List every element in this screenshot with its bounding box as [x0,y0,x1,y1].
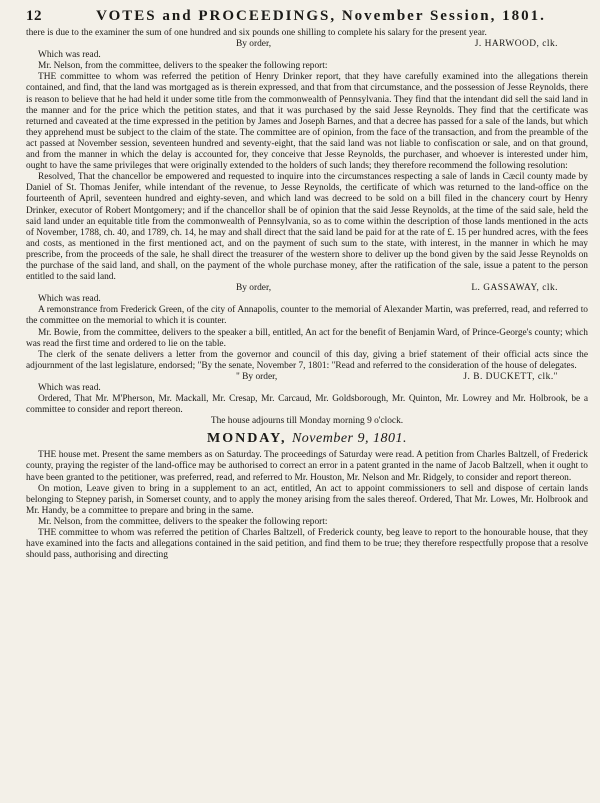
paragraph: Which was read. [38,294,101,305]
signature-block [26,372,588,383]
paragraph: The clerk of the senate delivers a letter from the governor and council of this day, giving a brief statement of their official acts since the adjournment of the last legislature, endorsed; "By the senate, November 7, 1801: "Read and referred to the consideration of the house of delegates. [26,349,588,371]
clerk-name: J. HARWOOD, clk. [474,39,558,50]
clerk-name: L. GASSAWAY, clk. [471,283,558,294]
paragraph: A remonstrance from Frederick Green, of the city of Annapolis, counter to the memorial of Alexander Martin, was preferred, read, and referred to the committee on the memorial to which it is counter. [26,305,588,327]
by-order-label: By order, [236,283,272,294]
paragraph: Mr. Nelson, from the committee, delivers to the speaker the following report: [38,516,328,527]
paragraph: Which was read. [38,383,101,393]
adjournment-line: The house adjourns till Monday morning 9 o'clock. [210,416,404,427]
day-heading [26,431,588,447]
page-number: 12 [26,8,42,24]
paragraph: Ordered, That Mr. M'Pherson, Mr. Mackall, Mr. Cresap, Mr. Carcaud, Mr. Goldsborough, Mr. Quinton, Mr. Lowrey and Mr. Holbrook, be a committee to consider and report thereon. [26,394,588,416]
day-name: MONDAY, [206,431,287,447]
signature-block [26,39,588,50]
clerk-name: J. B. DUCKETT, clk." [463,371,558,382]
by-order-label: " By order, [236,371,278,382]
paragraph: On motion, Leave given to bring in a supplement to an act, entitled, An act to appoint commissioners to sell and dispose of certain lands belonging to Stepney parish, in Somerset county, and to apply the money arising from the sales thereof. Ordered, That Mr. Lowes, Mr. Holbrook and Mr. Handy, be a committee to prepare and bring in the same. [26,483,588,516]
running-title: VOTES and PROCEEDINGS, November Session, 1801. [96,8,546,24]
by-order-label: By order, [236,39,272,50]
signature-block [26,283,588,294]
paragraph: Which was read. [38,50,101,61]
paragraph: Mr. Bowie, from the committee, delivers to the speaker a bill, entitled, An act for the benefit of Benjamin Ward, of Prince-George's county; which was read the first time and ordered to lie on the table. [26,327,588,349]
paragraph: THE committee to whom was referred the petition of Henry Drinker report, that they have carefully examined into the allegations therein contained, and find, that the land was mortgaged as is therein expressed, and that from that circumstance, and the possession of Jesse Reynolds, there is reason to believe that he had held it under some title from the commonwealth of Pennsylvania. They find that the intendant did sell the said land in the manner and for the price which the petition states, and that it was purchased by the said Jesse Reynolds. They find that the certificate was returned and caveated at the time expressed in the petition by James and Joseph Barnes, and that a decree has passed for a sale of the lands, but which they apprehend must be subject to the claim of the state. The committee are of opinion, from the face of the transaction, and from the preamble of the act passed at November session, seventeen hundred and seventy-eight, that the said land was not liable to confiscation or sale, and on that ground, and from the manner in which the delay is accounted for, they conceive that Jesse Reynolds, the purchaser, and whoever is interested under him, ought to have the same privileges that were originally extended to the holders of such lands; they therefore recommend the following resolution: [26,72,588,172]
paragraph: THE committee to whom was referred the petition of Charles Baltzell, of Frederick county, beg leave to report to the honourable house, that they have examined into the facts and allegations contained in the said petition, and find them to be true; they therefore respectfully propose that a resolve should pass, authorising and directing [26,528,588,561]
paragraph: there is due to the examiner the sum of one hundred and six pounds one shilling to complete his salary for the present year. [26,28,487,38]
paragraph: Mr. Nelson, from the committee, delivers to the speaker the following report: [38,61,328,72]
page-header [26,8,588,28]
paragraph: THE house met. Present the same members as on Saturday. The proceedings of Saturday were read. A petition from Charles Baltzell, of Frederick county, praying the register of the land-office may be authorised to correct an error in a patent granted in the name of Jacob Baltzell, when it ought to have been granted to the petitioner, was preferred, read, and referred to Mr. Houston, Mr. Nelson and Mr. Ridgely, to consider and report thereon. [26,450,588,483]
paragraph: Resolved, That the chancellor be empowered and requested to inquire into the circumstances respecting a sale of lands in Cæcil county made by Daniel of St. Thomas Jenifer, while intendant of the revenue, to Jesse Reynolds, the certificate of which was returned to the land-office on the fourteenth of April, seventeen hundred and eighty-seven, and which land was decreed to be sold on a bill filed in the chancery court by Henry Drinker, executor of Robert Montgomery; and if the chancellor shall be of opinion that the said Jesse Reynolds, at the time of the said sale, held the said land under an equitable title from the commonwealth of Pennsylvania, so as to come within the description of those lands mentioned in the acts of November, 1788, ch. 40, and 1789, ch. 14, he may and shall direct that the said land be paid for at the rate of £. 15 per hundred acres, with the fees and costs, as mentioned in the first mentioned act, and on the payment of such sum to the state, with interest, in the manner in which he may prescribe, from the proceeds of the sale, he shall direct the treasurer of the western shore to deliver up the bond given by the said Jesse Reynolds on the purchase of the said land, and shall, on the payment of the whole purchase money, after the ratification of the sale, issue a patent to the person entitled to the said land. [26,172,588,283]
day-date: November 9, 1801. [291,431,408,447]
